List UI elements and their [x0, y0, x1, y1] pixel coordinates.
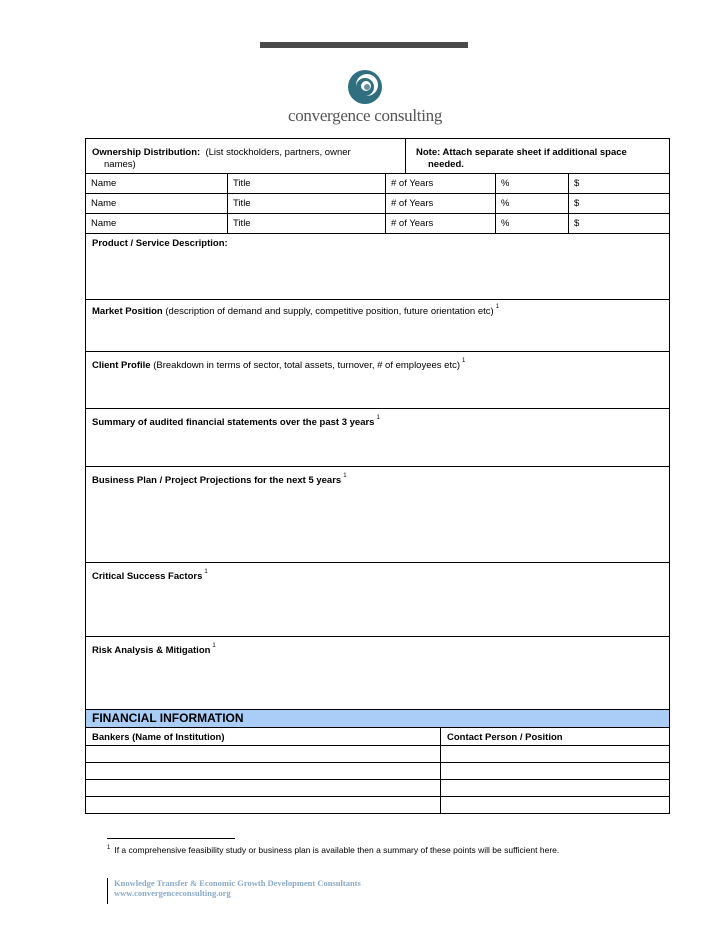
banker-row	[85, 763, 670, 780]
footnote-ref: 1	[495, 304, 500, 310]
banker-name-field[interactable]	[86, 780, 441, 796]
market-position-label: Market Position	[92, 306, 163, 317]
product-service-section[interactable]	[85, 234, 670, 300]
financial-summary-label: Summary of audited financial statements over the past 3 years	[92, 417, 375, 428]
footnote-ref: 1	[204, 569, 208, 575]
client-profile-section[interactable]	[85, 352, 670, 409]
business-plan-label: Business Plan / Project Projections for the next 5 years	[92, 475, 342, 486]
footnote-ref: 1	[462, 358, 466, 364]
banker-name-field[interactable]	[86, 763, 441, 779]
page-footer	[107, 878, 361, 904]
market-position-desc: (description of demand and supply, competitive position, future orientation etc)	[165, 306, 494, 317]
risk-analysis-section[interactable]	[85, 637, 670, 710]
market-position-section[interactable]	[85, 300, 670, 352]
logo-text: convergence consulting	[287, 106, 443, 125]
company-logo	[280, 68, 450, 130]
footer-tagline: Knowledge Transfer & Economic Growth Development Consultants	[114, 878, 361, 888]
contact-header: Contact Person / Position	[447, 732, 563, 743]
financial-info-header: FINANCIAL INFORMATION	[85, 710, 670, 728]
footnote-divider	[107, 838, 235, 839]
owner-years-field[interactable]: # of Years	[386, 214, 496, 233]
contact-person-field[interactable]	[441, 746, 669, 762]
ownership-row	[85, 138, 670, 174]
note-line-1: Note: Attach separate sheet if additional space	[416, 147, 627, 158]
contact-person-field[interactable]	[441, 763, 669, 779]
bankers-header: Bankers (Name of Institution)	[86, 728, 441, 745]
footnote	[107, 845, 559, 855]
ownership-label: Ownership Distribution:	[92, 147, 201, 158]
banker-row	[85, 797, 670, 814]
footnote-ref: 1	[376, 415, 380, 421]
owner-years-field[interactable]: # of Years	[386, 174, 496, 193]
ownership-desc: (List stockholders, partners, owner	[205, 147, 351, 158]
owner-title-field[interactable]: Title	[228, 194, 386, 213]
swirl-logo-icon	[346, 68, 384, 106]
owner-amount-field[interactable]: $	[574, 218, 580, 229]
owner-title-field[interactable]: Title	[228, 214, 386, 233]
ownership-desc-2: names)	[104, 159, 136, 170]
footnote-ref: 1	[343, 473, 347, 479]
owner-amount-field[interactable]: $	[574, 198, 580, 209]
owner-title-field[interactable]: Title	[228, 174, 386, 193]
contact-person-field[interactable]	[441, 780, 669, 796]
banker-name-field[interactable]	[86, 797, 441, 813]
banker-name-field[interactable]	[86, 746, 441, 762]
client-profile-label: Client Profile	[92, 360, 151, 371]
footer-url[interactable]: www.convergenceconsulting.org	[114, 888, 231, 898]
owner-row	[85, 174, 670, 194]
application-form	[85, 138, 670, 814]
owner-row	[85, 194, 670, 214]
risk-analysis-label: Risk Analysis & Mitigation	[92, 645, 211, 656]
footnote-number: 1	[107, 845, 111, 851]
owner-amount-field[interactable]: $	[574, 178, 580, 189]
contact-person-field[interactable]	[441, 797, 669, 813]
ownership-note	[406, 139, 669, 173]
owner-name-field[interactable]: Name	[86, 174, 228, 193]
client-profile-desc: (Breakdown in terms of sector, total assets, turnover, # of employees etc)	[153, 360, 461, 371]
owner-name-field[interactable]: Name	[86, 214, 228, 233]
ownership-label-cell	[86, 139, 406, 173]
owner-name-field[interactable]: Name	[86, 194, 228, 213]
note-line-2: needed.	[428, 159, 464, 170]
critical-success-label: Critical Success Factors	[92, 571, 203, 582]
critical-success-section[interactable]	[85, 563, 670, 637]
footnote-text: If a comprehensive feasibility study or business plan is available then a summary of these points will be sufficient here.	[114, 845, 560, 855]
product-service-label: Product / Service Description:	[92, 238, 228, 249]
owner-row	[85, 214, 670, 234]
owner-percent-field[interactable]: %	[496, 174, 569, 193]
owner-years-field[interactable]: # of Years	[386, 194, 496, 213]
owner-percent-field[interactable]: %	[496, 214, 569, 233]
financial-summary-section[interactable]	[85, 409, 670, 467]
business-plan-section[interactable]	[85, 467, 670, 563]
banker-row	[85, 780, 670, 797]
owner-percent-field[interactable]: %	[496, 194, 569, 213]
top-rule	[260, 42, 468, 48]
footnote-ref: 1	[212, 643, 216, 649]
bankers-header-row	[85, 728, 670, 746]
banker-row	[85, 746, 670, 763]
